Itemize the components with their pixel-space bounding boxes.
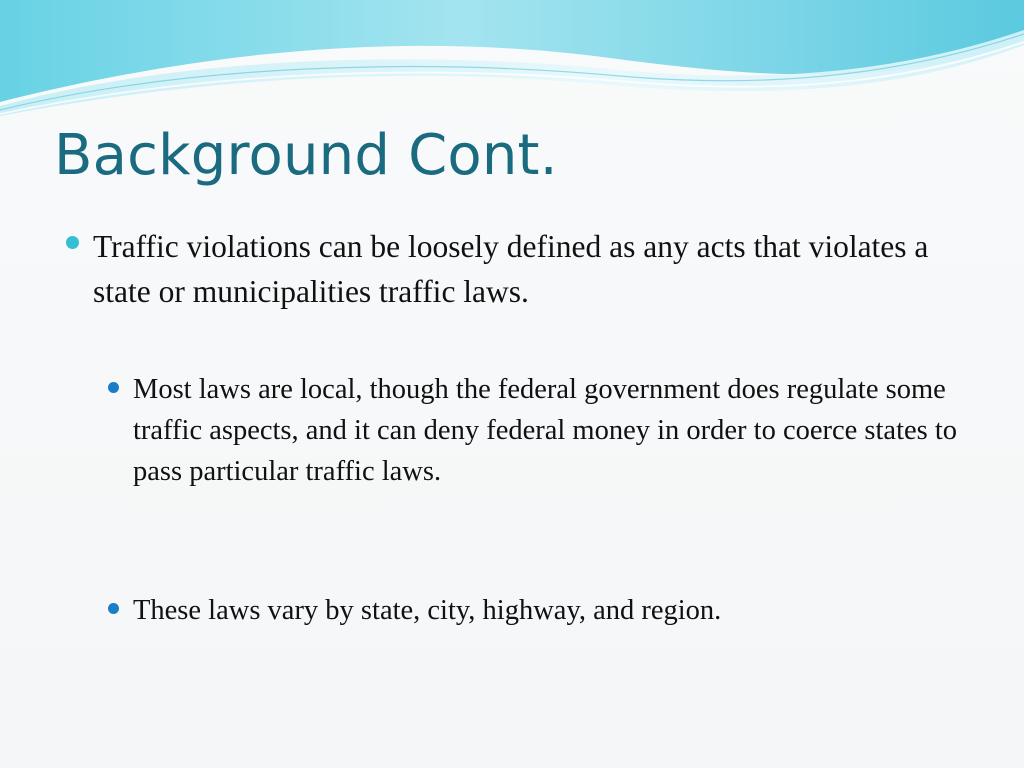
sub-bullet-text: These laws vary by state, city, highway, and region. xyxy=(133,595,722,626)
bullet-dot-icon xyxy=(66,236,79,249)
sub-bullet-text: Most laws are local, though the federal government does regulate some traffic aspects, and it can deny federal money in order to coerce states to pass particular traffic laws. xyxy=(133,374,958,487)
sub-bullet-dot-icon xyxy=(108,382,119,393)
bullet-level1 xyxy=(66,224,946,314)
sub-bullet-vary xyxy=(108,590,968,631)
sub-bullet-federal xyxy=(108,369,968,492)
bullet-text: Traffic violations can be loosely defined as any acts that violates a state or municipalities traffic laws. xyxy=(93,229,929,309)
slide-title: Background Cont. xyxy=(54,123,558,188)
sub-bullet-dot-icon xyxy=(108,603,119,614)
